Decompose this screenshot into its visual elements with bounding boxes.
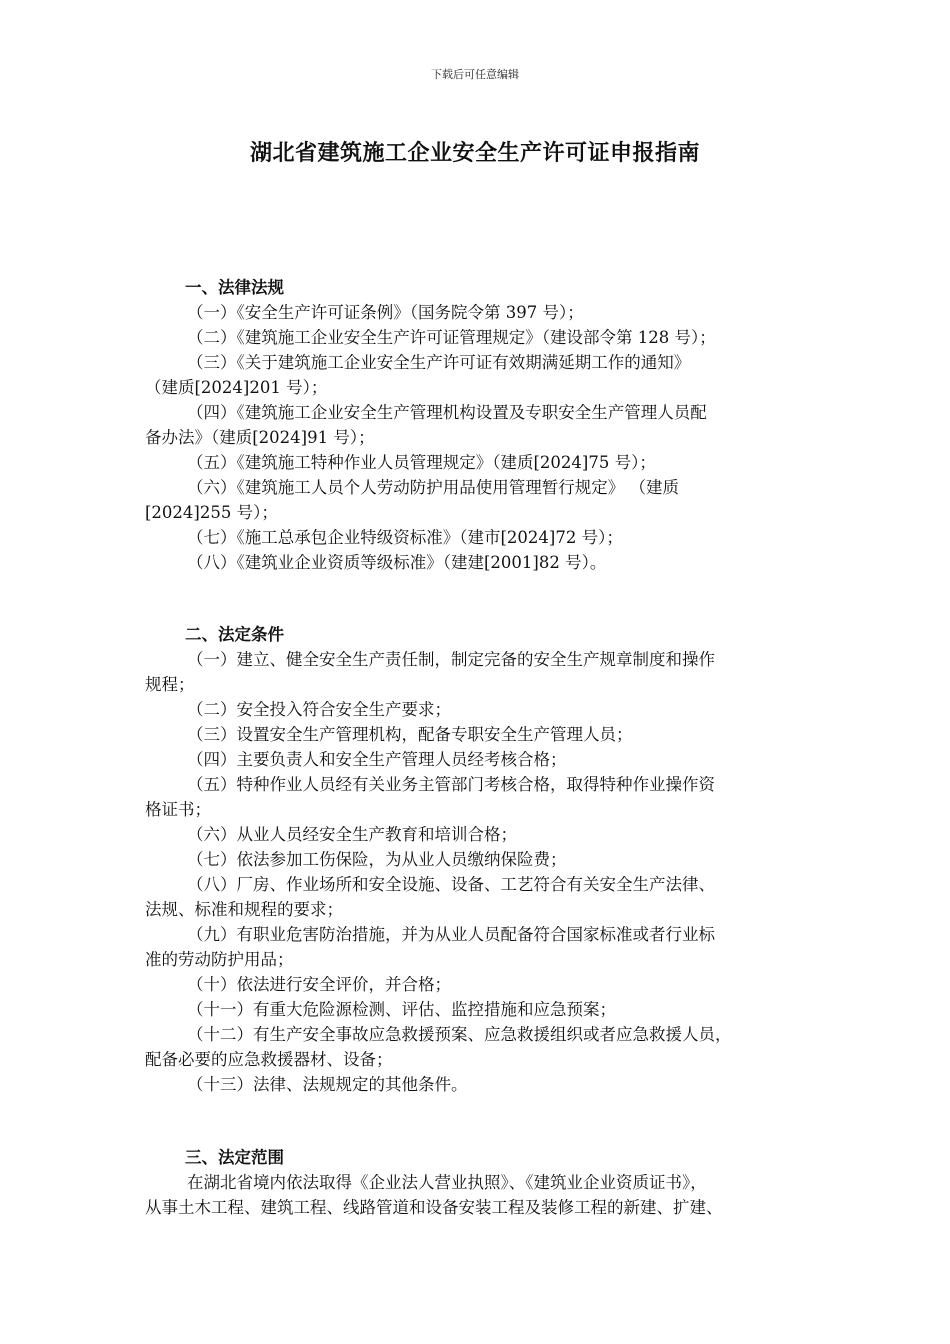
list-item: （四）《建筑施工企业安全生产管理机构设置及专职安全生产管理人员配 备办法》（建质[2024]91 号）； [145, 403, 707, 447]
header-note: 下载后可任意编辑 [431, 68, 519, 81]
section-scope [145, 1145, 817, 1220]
list-item: （八）《建筑业企业资质等级标准》（建建[2001]82 号）。 [187, 553, 607, 572]
list-item: （二）安全投入符合安全生产要求； [187, 700, 451, 719]
list-item: （六）《建筑施工人员个人劳动防护用品使用管理暂行规定》 （建质 [2024]255 号）； [145, 478, 679, 522]
list-item: （三）设置安全生产管理机构，配备专职安全生产管理人员； [187, 725, 633, 744]
list-item: （九）有职业危害防治措施，并为从业人员配备符合国家标准或者行业标 准的劳动防护用品； [145, 925, 715, 969]
list-item: （十一）有重大危险源检测、评估、监控措施和应急预案； [187, 1000, 616, 1019]
list-item: （二）《建筑施工企业安全生产许可证管理规定》（建设部令第 128 号）； [187, 328, 716, 347]
list-item: （五）特种作业人员经有关业务主管部门考核合格，取得特种作业操作资 格证书； [145, 775, 715, 819]
list-item: （六）从业人员经安全生产教育和培训合格； [187, 825, 517, 844]
list-item: （七）《施工总承包企业特级资标准》（建市[2024]72 号）； [187, 528, 623, 547]
list-item: （一）建立、健全安全生产责任制，制定完备的安全生产规章制度和操作 规程； [145, 650, 715, 694]
list-item: （八）厂房、作业场所和安全设施、设备、工艺符合有关安全生产法律、 法规、标准和规程的要求； [145, 875, 715, 919]
list-item: （四）主要负责人和安全生产管理人员经考核合格； [187, 750, 567, 769]
list-item: （五）《建筑施工特种作业人员管理规定》（建质[2024]75 号）； [187, 453, 656, 472]
paragraph: 在湖北省境内依法取得《企业法人营业执照》、《建筑业企业资质证书》， 从事土木工程、建筑工程、线路管道和设备安装工程及装修工程的新建、扩建、 [145, 1173, 723, 1217]
list-item: （三）《关于建筑施工企业安全生产许可证有效期满延期工作的通知》 （建质[2024]201 号）； [145, 353, 691, 397]
section-heading: 二、法定条件 [185, 625, 284, 644]
list-item: （七）依法参加工伤保险，为从业人员缴纳保险费； [187, 850, 567, 869]
section-conditions [145, 622, 817, 1097]
list-item: （十三）法律、法规规定的其他条件。 [187, 1075, 468, 1094]
section-heading: 一、法律法规 [185, 278, 284, 297]
list-item: （十二）有生产安全事故应急救援预案、应急救援组织或者应急救援人员， 配备必要的应急救援器材、设备； [145, 1025, 732, 1069]
section-heading: 三、法定范围 [185, 1148, 284, 1167]
section-laws [145, 275, 817, 575]
list-item: （十）依法进行安全评价，并合格； [187, 975, 451, 994]
list-item: （一）《安全生产许可证条例》（国务院令第 397 号）； [187, 303, 584, 322]
document-title: 湖北省建筑施工企业安全生产许可证申报指南 [249, 141, 700, 166]
